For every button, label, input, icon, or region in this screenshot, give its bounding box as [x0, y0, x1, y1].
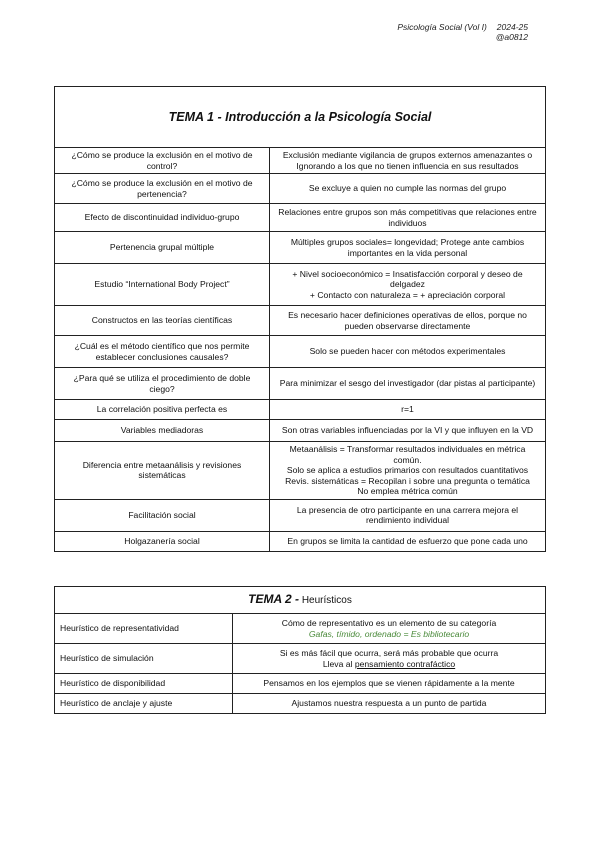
- answer-line: Solo se pueden hacer con métodos experimentales: [309, 346, 506, 357]
- answer-line: Múltiples grupos sociales= longevidad; Protege ante cambios: [290, 237, 525, 247]
- description-text: Lleva al: [322, 658, 355, 669]
- tema1-row: [55, 174, 546, 204]
- tema1-answer: [270, 499, 546, 531]
- description-text: Pensamos en los ejemplos que se vienen rápidamente a la mente: [263, 678, 515, 689]
- header-line-1: [397, 22, 528, 32]
- answer-line: Para minimizar el sesgo del investigador (dar pistas al participante): [279, 378, 536, 389]
- tema1-row: [55, 204, 546, 232]
- tema2-table: [54, 586, 546, 714]
- tema1-answer: [270, 442, 546, 500]
- tema1-question: La correlación positiva perfecta es: [55, 400, 270, 420]
- academic-year: 2024-25: [496, 22, 528, 32]
- tema1-answer: [270, 174, 546, 204]
- tema2-title-bold: TEMA 2 -: [248, 591, 300, 606]
- underlined-term: pensamiento contrafáctico: [354, 658, 456, 669]
- answer-line: La presencia de otro participante en una carrera mejora el: [296, 504, 519, 515]
- description-line: [239, 648, 539, 659]
- tema1-row: [55, 531, 546, 551]
- heuristic-description: [233, 674, 546, 694]
- description-text: Cómo de representativo es un elemento de su categoría: [281, 618, 497, 628]
- answer-line: + Contacto con naturaleza = + apreciación corporal: [309, 289, 506, 300]
- course-name: Psicología Social (Vol I): [397, 22, 487, 32]
- tema2-row: [55, 644, 546, 674]
- description-line: [239, 629, 539, 640]
- tema2-row: [55, 614, 546, 644]
- answer-line: Solo se aplica a estudios primarios con resultados cuantitativos: [286, 465, 529, 475]
- tema1-title: TEMA 1 - Introducción a la Psicología Social: [55, 87, 546, 148]
- tema1-row: [55, 264, 546, 306]
- heuristic-description: [233, 614, 546, 644]
- description-line: [239, 659, 539, 670]
- answer-line: Es necesario hacer definiciones operativas de ellos, porque no: [288, 310, 527, 320]
- tema1-answer: [270, 368, 546, 400]
- description-text: Ajustamos nuestra respuesta a un punto de partida: [291, 698, 487, 709]
- tema1-row: [55, 420, 546, 442]
- tema1-row: [55, 499, 546, 531]
- description-text: Si es más fácil que ocurra, será más probable que ocurra: [279, 648, 499, 658]
- answer-line: No emplea métrica común: [357, 486, 458, 496]
- tema1-answer: [270, 204, 546, 232]
- answer-line: Son otras variables influenciadas por la VI y que influyen en la VD: [281, 425, 534, 436]
- answer-line: pueden observarse directamente: [344, 320, 471, 331]
- answer-line: importantes en la vida personal: [347, 247, 468, 258]
- tema1-question: Efecto de discontinuidad individuo-grupo: [55, 204, 270, 232]
- tema1-row: [55, 400, 546, 420]
- tema1-title-row: [55, 87, 546, 148]
- answer-line: + Nivel socioeconómico = Insatisfacción corporal y deseo de: [292, 268, 523, 279]
- heuristic-name: Heurístico de disponibilidad: [55, 674, 233, 694]
- answer-line: Exclusión mediante vigilancia de grupos externos amenazantes o: [282, 150, 533, 160]
- heuristic-name: Heurístico de simulación: [55, 644, 233, 674]
- tema1-question: Variables mediadoras: [55, 420, 270, 442]
- tema1-answer: [270, 531, 546, 551]
- description-line: [239, 698, 539, 709]
- tema2-title-rest: Heurísticos: [299, 594, 352, 606]
- tema1-row: [55, 306, 546, 336]
- answer-line: Metaanálisis = Transformar resultados individuales en métrica común.: [289, 444, 526, 465]
- answer-line: r=1: [401, 404, 414, 415]
- answer-line: rendimiento individual: [365, 515, 450, 525]
- tema1-row: [55, 336, 546, 368]
- tema1-row: [55, 148, 546, 174]
- heuristic-description: [233, 694, 546, 714]
- tema1-row: [55, 232, 546, 264]
- tema1-table: [54, 86, 546, 552]
- answer-line: Revis. sistemáticas = Recopilan i sobre una pregunta o temática: [285, 475, 530, 486]
- tema1-answer: [270, 336, 546, 368]
- tema1-question: Diferencia entre metaanálisis y revisiones sistemáticas: [55, 442, 270, 500]
- page-header: [397, 22, 528, 42]
- answer-line: delgadez: [390, 279, 425, 290]
- tema1-answer: [270, 400, 546, 420]
- tema1-question: Constructos en las teorías científicas: [55, 306, 270, 336]
- description-line: [239, 618, 539, 629]
- description-line: [239, 678, 539, 689]
- tema1-answer: [270, 420, 546, 442]
- answer-line: Se excluye a quien no cumple las normas del grupo: [308, 183, 507, 194]
- tema2-row: [55, 674, 546, 694]
- tema1-answer: [270, 232, 546, 264]
- tema1-question: Facilitación social: [55, 499, 270, 531]
- tema1-answer: [270, 148, 546, 174]
- tema1-question: ¿Para qué se utiliza el procedimiento de doble ciego?: [55, 368, 270, 400]
- tema1-row: [55, 442, 546, 500]
- tema1-answer: [270, 306, 546, 336]
- tema2-title-row: [55, 587, 546, 614]
- tema1-question: Holgazanería social: [55, 531, 270, 551]
- tema1-row: [55, 368, 546, 400]
- answer-line: Relaciones entre grupos son más competitivas que relaciones entre: [278, 207, 537, 217]
- heuristic-description: [233, 644, 546, 674]
- tema1-question: ¿Cuál es el método científico que nos permite establecer conclusiones causales?: [55, 336, 270, 368]
- answer-line: Ignorando a los que no tienen influencia en sus resultados: [296, 160, 519, 171]
- tema1-question: ¿Cómo se produce la exclusión en el motivo de pertenencia?: [55, 174, 270, 204]
- author-handle: @a0812: [495, 32, 528, 42]
- tema1-question: Estudio “International Body Project”: [55, 264, 270, 306]
- tema1-question: Pertenencia grupal múltiple: [55, 232, 270, 264]
- tema2-title: [55, 587, 546, 614]
- tema1-question: ¿Cómo se produce la exclusión en el motivo de control?: [55, 148, 270, 174]
- heuristic-name: Heurístico de representatividad: [55, 614, 233, 644]
- answer-line: En grupos se limita la cantidad de esfuerzo que pone cada uno: [287, 535, 528, 546]
- tema1-answer: [270, 264, 546, 306]
- heuristic-name: Heurístico de anclaje y ajuste: [55, 694, 233, 714]
- tema2-row: [55, 694, 546, 714]
- answer-line: individuos: [388, 217, 427, 228]
- example-text: Gafas, tímido, ordenado = Es bibliotecario: [308, 628, 470, 639]
